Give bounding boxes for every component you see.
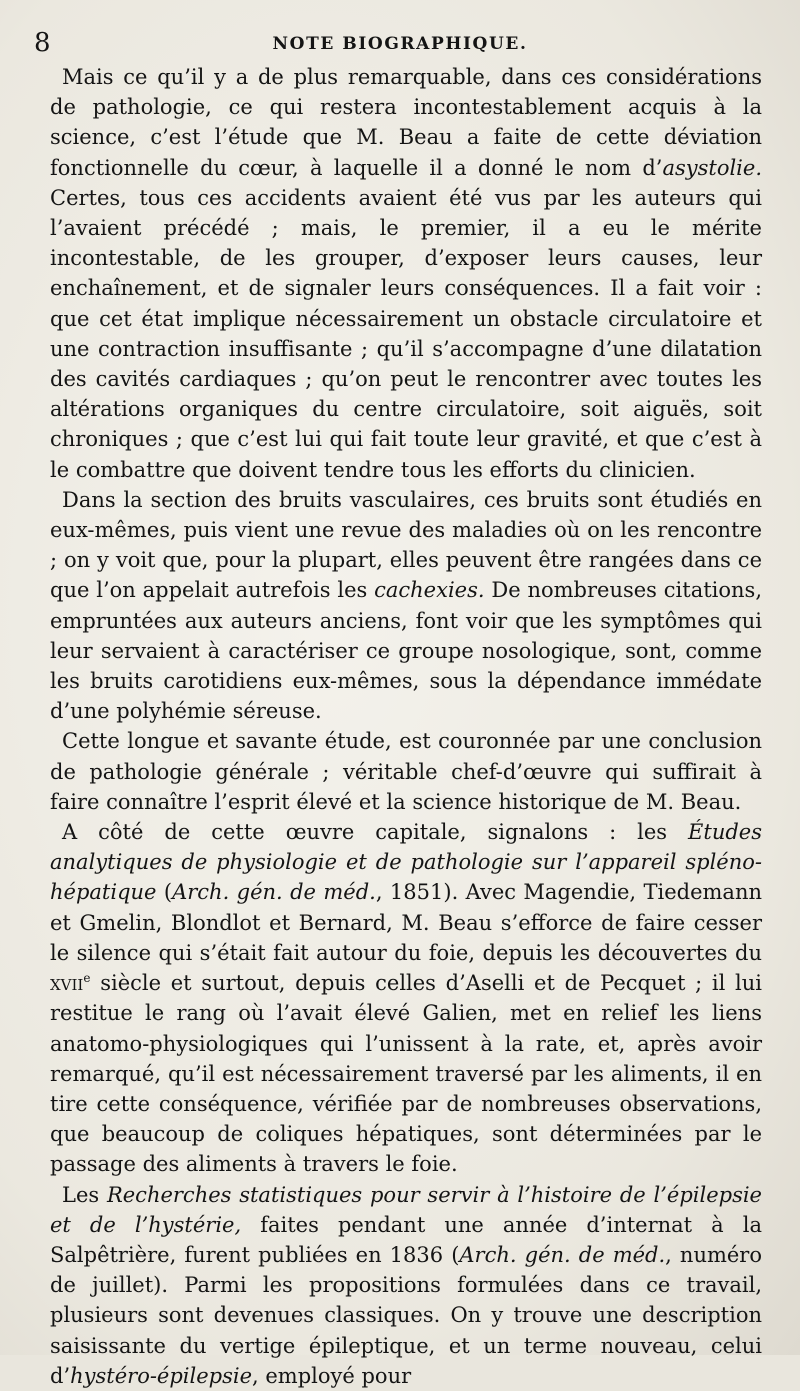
superscript: e <box>83 971 91 986</box>
running-head: NOTE BIOGRAPHIQUE. <box>272 34 528 54</box>
text-run: ( <box>156 880 173 905</box>
text-run: , 1851). Avec Magendie, Tiedemann et Gmelin, Blondlot et Bernard, M. Beau s’efforce de faire cesser le silence qui s’était fait autour du foie, depuis les découvertes du <box>50 880 763 965</box>
italic-title: Recherches statistiques pour servir à l’histoire de l’épilepsie et de l’hystérie, <box>50 1182 762 1237</box>
paragraph-epilepsie <box>50 1180 762 1391</box>
text-run: Certes, tous ces accidents avaient été vus par les auteurs qui l’avaient précédé ; mais, le premier, il a eu le mérite incontestable, de les grouper, d’exposer leurs causes, leur enchaînement, et de signaler leurs conséquences. Il a fait voir : que cet état implique nécessairement un obstacle circulatoire et une contraction insuffisante ; qu’il s’accompagne d’une dilatation des cavités cardiaques ; qu’on peut le rencontrer avec toutes les altérations organiques du centre circulatoire, soit aiguës, soit chroniques ; que c’est lui qui fait toute leur gravité, et que c’est à le combattre que doivent tendre tous les efforts du clinicien. <box>50 185 762 482</box>
italic-journal: Arch. gén. de méd. <box>172 880 376 905</box>
page-header <box>30 28 770 58</box>
paragraph-bruits-vasculaires <box>50 485 762 727</box>
paragraph-conclusion: Cette longue et savante étude, est couronnée par une conclusion de pathologie générale ; véritable chef-d’œuvre qui suffirait à faire connaître l’esprit élevé et la science historique de M. Beau. <box>50 729 762 814</box>
text-run: Dans la section des bruits vasculaires, ces bruits sont étudiés en eux-mêmes, puis vient une revue des maladies où on les rencontre ; on y voit que, pour la plupart, elles peuvent être rangées dans ce que l’on appelait autrefois les <box>50 487 762 603</box>
text-run: A côté de cette œuvre capitale, signalons : les <box>62 820 689 845</box>
text-run: De nombreuses citations, empruntées aux auteurs anciens, font voir que les symptômes qui leur servaient à caractériser ce groupe nosologique, sont, comme les bruits carotidiens eux-mêmes, sous la dépendance immédate d’une polyhémie séreuse. <box>50 578 763 724</box>
paragraph-spleno-hepatique <box>50 817 762 1179</box>
text-run: siècle et surtout, depuis celles d’Aselli et de Pecquet ; il lui restitue le rang où l’avait élevé Galien, met en relief les liens anatomo-physiologiques qui l’unissent à la rate, et, après avoir remarqué, qu’il est nécessairement traversé par les aliments, il en tire cette conséquence, vérifiée par de nombreuses observations, que beaucoup de coliques hépatiques, sont déterminées par le passage des aliments à travers le foie. <box>50 971 762 1177</box>
page-number: 8 <box>34 28 51 58</box>
italic-term: asystolie. <box>662 155 762 180</box>
italic-title: Études analytiques de physiologie et de pathologie sur l’appareil spléno-hépatique <box>50 820 762 905</box>
text-run: Les <box>62 1182 107 1207</box>
italic-journal: Arch. gén. de méd. <box>459 1242 666 1267</box>
text-run: , numéro de juillet). Parmi les propositions formulées dans ce travail, plusieurs sont devenues classiques. On y trouve une description saisissante du vertige épileptique, et un terme nouveau, celui d’ <box>50 1242 762 1388</box>
text-run: Mais ce qu’il y a de plus remarquable, dans ces considérations de pathologie, ce qui restera incontestablement acquis à la science, c’est l’étude que M. Beau a faite de cette déviation fonctionnelle du cœur, à laquelle il a donné le nom d’ <box>50 65 762 180</box>
text-run: , employé pour <box>252 1363 412 1388</box>
italic-term: hystéro-épilepsie <box>70 1363 253 1388</box>
century-numeral: xvii <box>50 971 84 996</box>
paragraph-asystolie <box>50 62 762 485</box>
text-run: faites pendant une année d’internat à la Salpêtrière, furent publiées en 1836 ( <box>50 1212 762 1267</box>
italic-term: cachexies. <box>374 578 485 603</box>
body-text <box>50 62 762 1391</box>
